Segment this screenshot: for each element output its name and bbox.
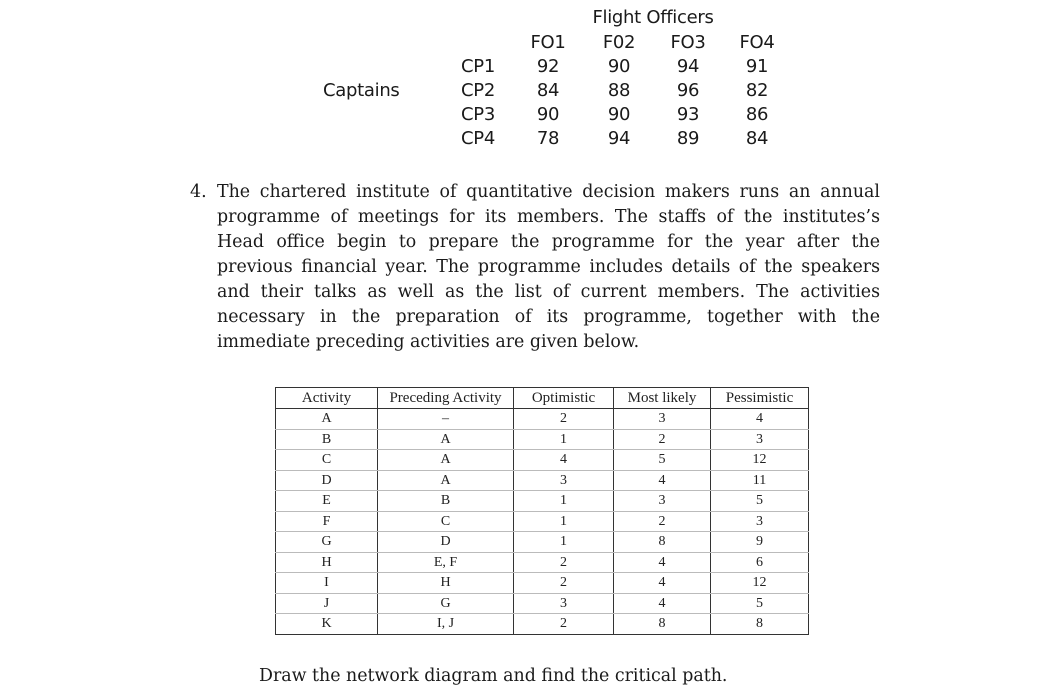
matrix-column-header: FO4 <box>739 32 775 53</box>
optimistic-cell: 1 <box>514 511 614 532</box>
table-row <box>276 573 809 594</box>
matrix-cell: 90 <box>536 104 560 125</box>
matrix-row-label: CP3 <box>461 104 495 125</box>
optimistic-cell: 3 <box>514 470 614 491</box>
optimistic-cell: 2 <box>514 552 614 573</box>
matrix-column-header: FO3 <box>670 32 706 53</box>
activity-cell: F <box>276 511 378 532</box>
matrix-cell: 84 <box>536 80 560 101</box>
most-likely-cell: 4 <box>614 552 711 573</box>
matrix-cell: 92 <box>536 56 560 77</box>
preceding-cell: E, F <box>378 552 514 573</box>
matrix-cell: 96 <box>676 80 700 101</box>
header-preceding-activity: Preceding Activity <box>378 388 514 409</box>
preceding-cell: H <box>378 573 514 594</box>
matrix-cell: 84 <box>745 128 769 149</box>
activity-cell: A <box>276 409 378 430</box>
matrix-cell: 90 <box>607 104 631 125</box>
matrix-cell: 86 <box>745 104 769 125</box>
preceding-cell: D <box>378 532 514 553</box>
most-likely-cell: 3 <box>614 491 711 512</box>
preceding-cell: I, J <box>378 614 514 635</box>
most-likely-cell: 2 <box>614 511 711 532</box>
activity-cell: D <box>276 470 378 491</box>
pessimistic-cell: 8 <box>711 614 809 635</box>
most-likely-cell: 4 <box>614 593 711 614</box>
activity-cell: C <box>276 450 378 471</box>
matrix-cell: 94 <box>607 128 631 149</box>
activity-cell: I <box>276 573 378 594</box>
matrix-row-label: CP2 <box>461 80 495 101</box>
question-4 <box>190 180 880 355</box>
preceding-cell: – <box>378 409 514 430</box>
matrix-cell: 78 <box>536 128 560 149</box>
optimistic-cell: 2 <box>514 614 614 635</box>
flight-officers-matrix <box>0 0 1045 160</box>
matrix-cell: 82 <box>745 80 769 101</box>
most-likely-cell: 2 <box>614 429 711 450</box>
preceding-cell: A <box>378 450 514 471</box>
preceding-cell: C <box>378 511 514 532</box>
table-row <box>276 593 809 614</box>
table-row <box>276 532 809 553</box>
optimistic-cell: 1 <box>514 429 614 450</box>
matrix-column-header: FO1 <box>530 32 566 53</box>
pessimistic-cell: 3 <box>711 511 809 532</box>
instruction-text: Draw the network diagram and find the critical path. <box>259 666 728 686</box>
table-header-row <box>276 388 809 409</box>
preceding-cell: A <box>378 429 514 450</box>
matrix-row-group-label: Captains <box>323 80 400 101</box>
header-activity: Activity <box>276 388 378 409</box>
activity-table <box>275 387 809 635</box>
pessimistic-cell: 4 <box>711 409 809 430</box>
table-row <box>276 491 809 512</box>
optimistic-cell: 3 <box>514 593 614 614</box>
matrix-cell: 88 <box>607 80 631 101</box>
optimistic-cell: 1 <box>514 532 614 553</box>
most-likely-cell: 8 <box>614 614 711 635</box>
header-pessimistic: Pessimistic <box>711 388 809 409</box>
question-number: 4. <box>190 182 207 202</box>
pessimistic-cell: 9 <box>711 532 809 553</box>
matrix-row-label: CP1 <box>461 56 495 77</box>
optimistic-cell: 2 <box>514 409 614 430</box>
activity-cell: E <box>276 491 378 512</box>
matrix-cell: 94 <box>676 56 700 77</box>
matrix-column-header: F02 <box>602 32 636 53</box>
preceding-cell: B <box>378 491 514 512</box>
optimistic-cell: 2 <box>514 573 614 594</box>
table-row <box>276 450 809 471</box>
pessimistic-cell: 6 <box>711 552 809 573</box>
table-row <box>276 409 809 430</box>
optimistic-cell: 1 <box>514 491 614 512</box>
matrix-row-label: CP4 <box>461 128 495 149</box>
pessimistic-cell: 5 <box>711 593 809 614</box>
activity-cell: B <box>276 429 378 450</box>
most-likely-cell: 3 <box>614 409 711 430</box>
most-likely-cell: 8 <box>614 532 711 553</box>
pessimistic-cell: 12 <box>711 450 809 471</box>
matrix-cell: 91 <box>745 56 769 77</box>
header-most-likely: Most likely <box>614 388 711 409</box>
matrix-cell: 93 <box>676 104 700 125</box>
activity-cell: H <box>276 552 378 573</box>
pessimistic-cell: 5 <box>711 491 809 512</box>
preceding-cell: G <box>378 593 514 614</box>
activity-cell: J <box>276 593 378 614</box>
pessimistic-cell: 12 <box>711 573 809 594</box>
activity-cell: G <box>276 532 378 553</box>
table-row <box>276 511 809 532</box>
pessimistic-cell: 11 <box>711 470 809 491</box>
activity-cell: K <box>276 614 378 635</box>
table-row <box>276 552 809 573</box>
header-optimistic: Optimistic <box>514 388 614 409</box>
most-likely-cell: 4 <box>614 470 711 491</box>
matrix-title: Flight Officers <box>592 7 714 28</box>
table-row <box>276 429 809 450</box>
matrix-cell: 90 <box>607 56 631 77</box>
table-row <box>276 470 809 491</box>
preceding-cell: A <box>378 470 514 491</box>
table-row <box>276 614 809 635</box>
most-likely-cell: 4 <box>614 573 711 594</box>
matrix-cell: 89 <box>676 128 700 149</box>
question-text: The chartered institute of quantitative decision makers runs an annual programme of meetings for its members. The staffs of the institutes’s Head office begin to prepare the programme for the year after the previous financial year. The programme includes details of the speakers and their talks as well as the list of current members. The activities necessary in the preparation of its programme, together with the immediate preceding activities are given below. <box>217 182 880 352</box>
optimistic-cell: 4 <box>514 450 614 471</box>
most-likely-cell: 5 <box>614 450 711 471</box>
pessimistic-cell: 3 <box>711 429 809 450</box>
